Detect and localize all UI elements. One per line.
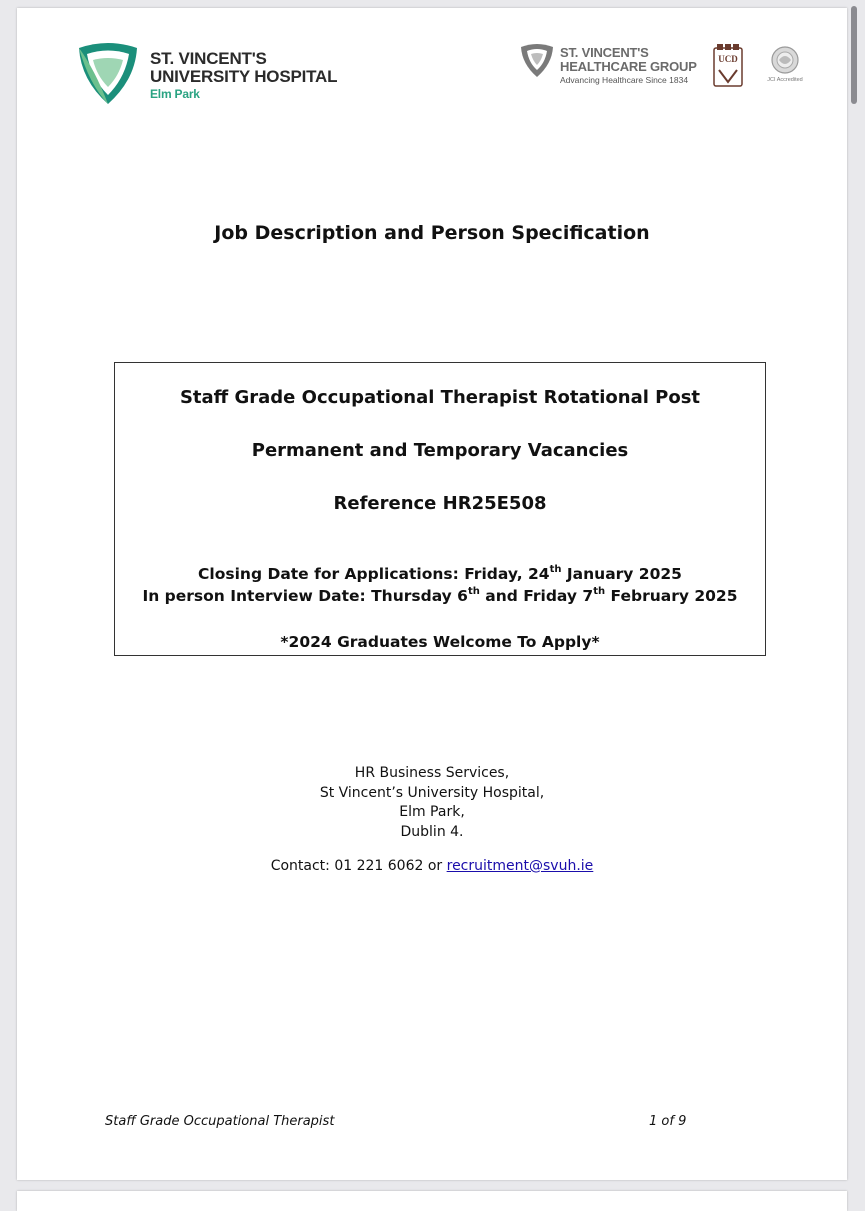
hr-address [17,764,847,842]
group-name [560,46,697,86]
closing-date-sup: th [549,563,562,575]
ucd-crest-icon [713,44,743,88]
interview-date-middle: and Friday 7 [479,587,594,605]
vacancy-type: Permanent and Temporary Vacancies [251,440,629,461]
healthcare-group-logo [519,42,699,102]
next-page-edge [17,1191,847,1211]
closing-date-prefix: Closing Date for Applications: Friday, 24 [198,565,550,583]
address-line: Dublin 4. [400,823,464,840]
interview-date-suffix: February 2025 [605,587,738,605]
jci-accreditation-seal [765,46,805,90]
group-name-line1: ST. VINCENT'S [560,45,649,60]
hospital-name-line1: ST. VINCENT'S [150,49,267,68]
document-title: Job Description and Person Specification [214,222,650,244]
interview-date-prefix: In person Interview Date: Thursday 6 [142,587,468,605]
closing-date [115,565,765,583]
hospital-location: Elm Park [150,87,200,101]
group-shield-icon [519,42,555,78]
interview-date [115,587,765,605]
contact-prefix: Contact: 01 221 6062 or [270,858,447,874]
ucd-crest-text: UCD [718,54,738,64]
post-title: Staff Grade Occupational Therapist Rotational Post [179,387,701,408]
address-line: HR Business Services, [354,765,510,781]
hospital-name [150,50,337,102]
document-page [17,8,847,1180]
interview-date-sup1: th [467,585,480,597]
group-name-line2: HEALTHCARE GROUP [560,59,697,74]
post-details-box [114,362,766,656]
reference-number: Reference HR25E508 [333,493,547,514]
address-line: Elm Park, [399,804,465,820]
jci-seal-icon [765,46,805,76]
hospital-logo [75,40,375,120]
recruitment-email-link[interactable]: recruitment@svuh.ie [446,858,594,874]
footer-document-name: Staff Grade Occupational Therapist [105,1114,335,1129]
group-tagline: Advancing Healthcare Since 1834 [560,75,689,85]
address-line: St Vincent’s University Hospital, [319,784,545,801]
vertical-scrollbar[interactable] [851,6,857,104]
jci-label: JCI Accredited [767,77,803,83]
interview-date-sup2: th [593,585,606,597]
hospital-shield-icon [75,40,141,106]
hospital-name-line2: UNIVERSITY HOSPITAL [150,67,338,86]
contact-info [17,858,847,874]
footer-page-indicator: 1 of 9 [649,1114,687,1129]
closing-date-suffix: January 2025 [561,565,682,583]
graduates-note: *2024 Graduates Welcome To Apply* [280,633,600,651]
